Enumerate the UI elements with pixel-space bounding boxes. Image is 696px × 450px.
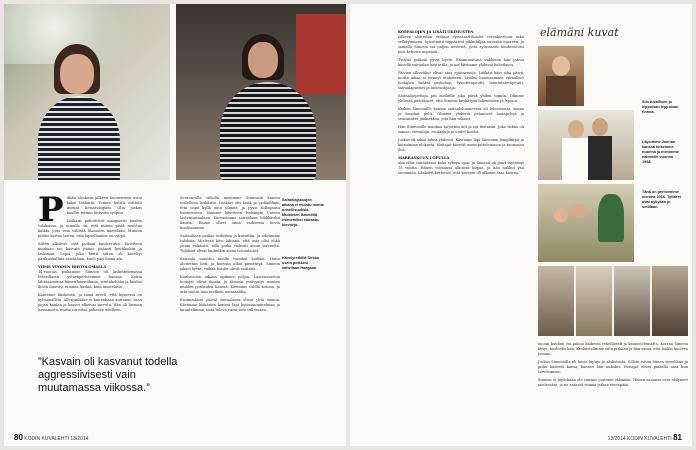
paragraph: Ensimmäiset päivät sairaalassa olivat yhtä sumua. Kävimme lääkärien kanssa läpi hoitosuunnitelmaa ja kuuntelimme, mitä tuleva vuosi toisi tullessaan. xyxy=(180,298,280,312)
photo-woman-indoor xyxy=(176,4,346,180)
paragraph: Käntenne läiskeistä, ja tämä arveli, että kyseessä on kylmänalleia. Allergialääke ei kuitenkaan auttanut, vaan pojan kaulan ja kasvot alkoivat turvota. Hän oli hieman kovinnostu, mutta turvotus pahenee edelleen. xyxy=(38,293,142,312)
paragraph: jälkeen aloitettiin raskaat sytostaattihoidot verenkiertoon sekä selkäytimeen. Sytostaatit täppärivat pikkuhiljaa nauraan nuoreen, ja samalla Simeon sai paljon nestettä, jotta sytostaatti huuhtoutuisi pois kehosta nopeasti. xyxy=(398,35,524,54)
photo-caption-2: Läysimme Joonan kanssa toisemme nuorina ja menimme naimisiin vuonna 1998. xyxy=(642,140,679,164)
paragraph: Sairaala muuttui meille toiseksi kodiksi. Hoito aloitettiin heti, ja kasvain alkoi pienentyä. Simeon jaksoi hyvin, vaikka hoidot olivat raskaita. xyxy=(180,257,280,271)
page-number: 80 xyxy=(14,433,23,442)
right-page xyxy=(350,4,692,446)
magazine-name: KODIN KUVALEHTI 13/2014 xyxy=(24,436,89,442)
paragraph: Päivien alkuviikot olivat aina epävarmoja. Lääkäri kävi joka päivä, mutta aikaa ei tiennyt etukäteen. Lisäksi huomasimme viiraalleet hoitajien lisäksi psykologi, fysioterapeutti, toimintaterapeutti, sairaalapastori ja lastenohjaaja. xyxy=(398,71,524,90)
photo-wedding xyxy=(538,110,634,180)
pull-quote: ”Kasvain oli kasvanut todella aggressiivisesti vain muutamassa viikossa.” xyxy=(38,356,178,394)
footer-right xyxy=(608,433,682,442)
photo-caption-3: Tänä on perheemme vuonna 2016. Tyttäret ovat nykyään jo omillaan. xyxy=(642,190,681,209)
subheading: KOEPALOJEN JA LISÄTUTKIMUSTEN xyxy=(398,30,474,34)
photo-child-1 xyxy=(538,46,584,106)
paragraph: Simeon ei myöskään ole sairaus joutunut elämään. Hänen sanansa ovat säilyneet mielessäni, ja ne antavat voimia jatkaa eteenpäin. xyxy=(538,378,688,387)
paragraph: Hän Simeonille muukaa tarjottiin äiti ja isä tiistaisin. Joka viikko oli samaa: vierailuja, ruokailuja ja uudet hoidot. xyxy=(398,125,524,134)
article-column-1 xyxy=(38,190,142,316)
paragraph: Joskus Simeonilla oli kovia kipuja ja ahdistusta. Silloin istuin hänen vierellään ja pidin kädestä kiinni, kunnes hän nukahti. Hoitajat olivat paikalla aina kun tarvitsimme. xyxy=(538,360,688,374)
paragraph: Lääkärit pahoittivat maagisesti kuulen tuloksissa, ja minulla on, että minun pitää muistaa kaikki, joita vein välittää lilanneen mietelään. Minuun pitäisi kertoa lasten, että lapsellamme on syöpä. xyxy=(38,219,142,238)
article-column-4 xyxy=(538,342,688,391)
paragraph: Kuukausien aikana opimme paljon. Lastenosaston hoitajat olivat ihania, ja Simeon ystävystyi monien muiden potilaiden kanssa. Kävimme välillä kotona, ja arki tuntui taas melkein normaalilta. xyxy=(180,275,280,294)
footer-left xyxy=(14,433,88,442)
intro-paragraph: itkän uloskoon jälkeen huoneeseen astui kaksi lääkäriä. Toinen heistä esittelit itsensä hematologiksi. Olin joskus kuullut termin liittyvän syöpiin. xyxy=(66,196,142,215)
paragraph: Joskus oli aikaa lukea yhdessä. Kävimme läpi Simeonin lempikirjat ja katsoimme elokuvia. Hoitajat kävivät usein juttelemassa ja tuomassa iloa. xyxy=(398,138,524,152)
paragraph: Seuraavalla viikolla menimme Simeonin kanssa uudelleen lääkäriin. Lääkäri otti tästä ja sydänfilmit, että onpa kyllä outo tilanne, ja pyysi kollegansa huoneeseen. Saimme lähetteen Helsingin Uuteen lastensairaalaan. Kurvasimme sairaalaan Mäkkäriltä kautta. Emme olleet siinä vaiheessa kovin huolissamme. xyxy=(180,196,280,230)
paragraph: Tyttöni poikani pysyi hyvin. Ensimmäisinä viikkoina hän jaksoi kävellä sairaalan käytävillä, ja me kävimme yhdessä kahvilassa. xyxy=(398,58,524,67)
left-page xyxy=(4,4,346,446)
paragraph: monin kuulien voi puhua kaikesta rehellisesti ja kaunistelematta. Kerran Simeon kysyi, kuoleeko hän. Keskustelimme siitä pitkään ja hän sanoi, että kaikki kuoleva jossain. xyxy=(538,342,688,356)
paragraph: olin ollut sairaalassa koko syksyn ajan, ja Simeon oli juuri täyttänyt 15 vuotta. Hänen voimansa alkoivat hiipua, ja hän nukkui yhä enemmän. Lääkärit kertoivat, että kasvain oli alkanut taas kasvaa. xyxy=(398,161,524,175)
magazine-name: 13/2014 KODIN KUVALEHTI xyxy=(607,436,672,442)
paragraph: Sairaalassa poikaa tutkittiin ja kuvattiin, ja odotimme tuloksia. Mielessä kävi lähinnä, että asia olisi ehkä jotain vähäistä, sillä poika vaikutti aivan terveeltä. Tulokset olivat kuitenkin aivan toisenlaiset. xyxy=(180,234,280,253)
caption-top: Sairaalajaksojen aikana ei muistu monia onnellisuuksia. Muistelen lämmöllä esimerkiksi sairaala-klovneja. xyxy=(282,198,324,227)
subheading: MARRASKUUN LOPULLA xyxy=(398,156,450,160)
paragraph: 14-vuotias poikamme Simeon oli laskettelemassa Messillassä ystäväperheemme kanssa. Koitin lähtöaamunsa hänen kasvoihinsa, ritotakehään ja kaulan ihoon ilmestyi tummia läiskiä, kuin mustelmia. xyxy=(38,270,142,289)
photo-woman-outdoor xyxy=(4,4,170,180)
photo-caption-1: Siin tuvallisen ja leppoisan leppoisan Ennoa. xyxy=(642,100,679,114)
section-title: elämäni kuvat xyxy=(540,26,619,39)
paragraph: Sairaalaopettaja piti meikelle joka päivä yhden tunnin. Olimme yhdessä päättäneet, että Simeon keskittyisi lukemiseen ja lepoon. xyxy=(398,94,524,103)
dropcap: P xyxy=(38,190,64,230)
paragraph: Sitten alkoivat, että poikani kuoleeriitin. Kuvitteen muikaan iso kasvain painoi pahasti keuhkoihin ja laskimoa. Lapsi, joka heitä sitten oli käveltyt parikuukallina sairaalaan, kuoli pari lunaa ala. xyxy=(38,242,142,261)
article-column-3 xyxy=(398,30,524,179)
paragraph: Kaiken Simeonille kanssa sairaalahuoneessa oli televisiosta, sauna ja hauskat pelit. Olimme yhdessä pelanneet lautapelejä ja seuranneet jääkiekkoa, jota hän rakasti. xyxy=(398,107,524,121)
page-number: 81 xyxy=(673,433,682,442)
subheading: VIIME VUODEN HIHTOLOMALLA xyxy=(38,265,107,269)
photo-family xyxy=(538,184,634,262)
photo-strip xyxy=(538,266,688,336)
caption-bottom: Kävelyretkillä Sirkku usein poikkesi kahvilaan Haagaan. xyxy=(282,256,320,270)
article-column-2 xyxy=(180,196,280,316)
